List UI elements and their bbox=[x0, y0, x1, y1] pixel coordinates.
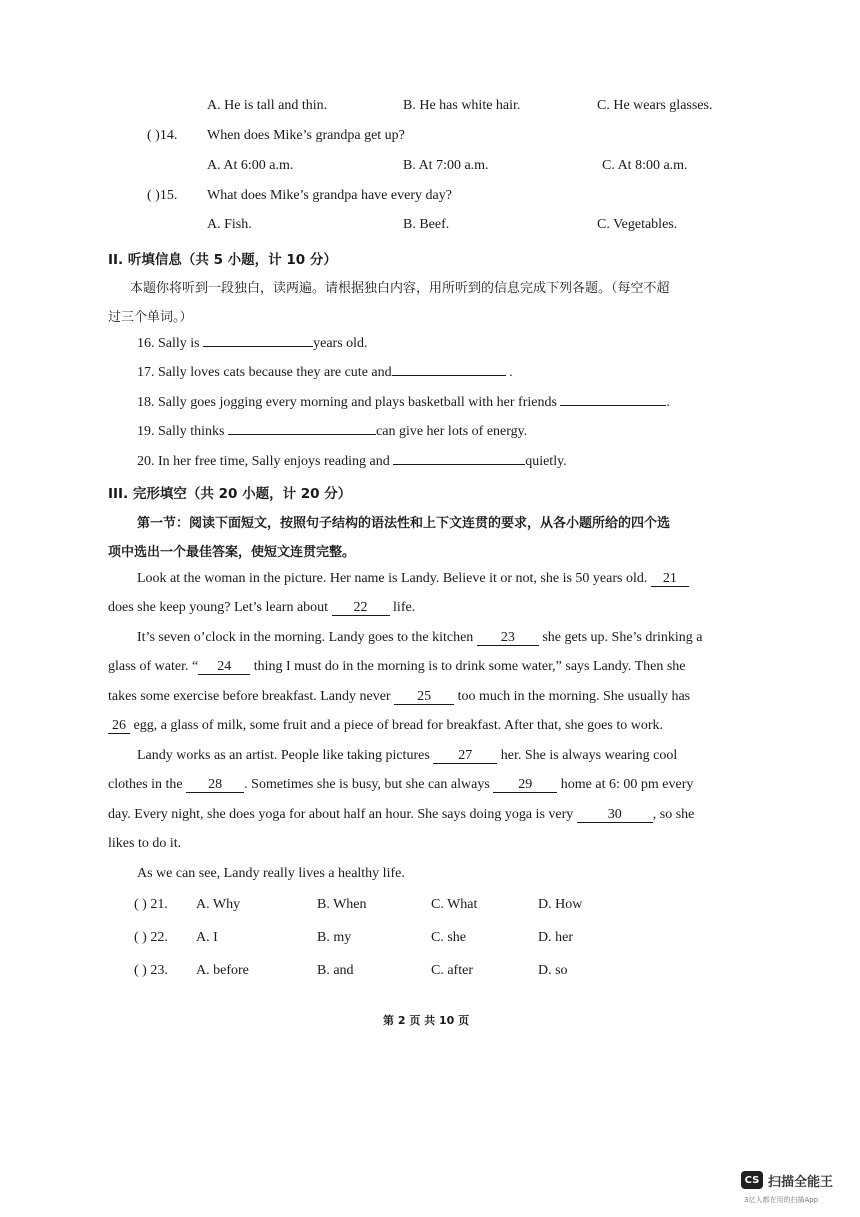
blank-25[interactable]: 25 bbox=[394, 690, 454, 705]
passage-p1-line2 bbox=[108, 600, 415, 616]
choice-22-d[interactable]: D. her bbox=[538, 930, 573, 945]
blank-24[interactable]: 24 bbox=[198, 660, 250, 675]
blank-21[interactable]: 21 bbox=[651, 572, 689, 587]
listening-item-18 bbox=[137, 395, 670, 411]
q14-option-c: C. At 8:00 a.m. bbox=[602, 158, 688, 173]
choice-21-bracket: ( ) 21. bbox=[134, 897, 168, 912]
p3-l2-text: clothes in the bbox=[108, 777, 183, 792]
choice-23-c[interactable]: C. after bbox=[431, 963, 473, 978]
listening-item-20 bbox=[137, 454, 567, 470]
passage-p2-line1 bbox=[137, 630, 703, 646]
listening-item-16 bbox=[137, 336, 368, 352]
camscanner-name: 扫描全能王 bbox=[768, 1175, 834, 1190]
section-2-instruction-line2: 过三个单词。） bbox=[108, 310, 193, 325]
p2-l1-text: It’s seven o’clock in the morning. Landy goes to the kitchen bbox=[137, 630, 474, 645]
item-19-blank[interactable] bbox=[228, 434, 376, 435]
item-17-text-after: . bbox=[509, 365, 513, 380]
item-17-text: 17. Sally loves cats because they are cute and bbox=[137, 365, 392, 380]
p1-l2-text-after: life. bbox=[393, 600, 416, 615]
section-2-title: II. 听填信息（共 5 小题，计 10 分） bbox=[108, 252, 337, 268]
passage-p3-line3 bbox=[108, 807, 694, 823]
choice-21-b[interactable]: B. When bbox=[317, 897, 367, 912]
item-18-text: 18. Sally goes jogging every morning and plays basketball with her friends bbox=[137, 395, 557, 410]
p3-l2-text-after: home at 6: 00 pm every bbox=[560, 777, 694, 792]
q14-bracket: ( )14. bbox=[147, 128, 178, 143]
blank-30[interactable]: 30 bbox=[577, 808, 653, 823]
p2-l4-text: egg, a glass of milk, some fruit and a piece of bread for breakfast. After that, she goes to work. bbox=[133, 718, 663, 733]
p2-l3-text-after: too much in the morning. She usually has bbox=[457, 689, 691, 704]
passage-p3-line1 bbox=[137, 748, 677, 764]
listening-item-17 bbox=[137, 365, 513, 381]
section-3-instruction-line1: 第一节：阅读下面短文，按照句子结构的语法性和上下文连贯的要求，从各小题所给的四个选 bbox=[137, 516, 671, 531]
item-17-blank[interactable] bbox=[392, 375, 506, 376]
choice-23-b[interactable]: B. and bbox=[317, 963, 354, 978]
blank-22[interactable]: 22 bbox=[332, 601, 390, 616]
q15-option-a: A. Fish. bbox=[207, 217, 252, 232]
item-16-text-after: years old. bbox=[313, 336, 368, 351]
item-16-text: 16. Sally is bbox=[137, 336, 200, 351]
p3-l3-text: day. Every night, she does yoga for about half an hour. She says doing yoga is very bbox=[108, 807, 574, 822]
blank-27[interactable]: 27 bbox=[433, 749, 497, 764]
blank-29[interactable]: 29 bbox=[493, 778, 557, 793]
q15-option-b: B. Beef. bbox=[403, 217, 450, 232]
choice-22-c[interactable]: C. she bbox=[431, 930, 466, 945]
item-16-blank[interactable] bbox=[203, 346, 313, 347]
q15-bracket: ( )15. bbox=[147, 188, 178, 203]
camscanner-logo-icon: CS bbox=[741, 1171, 763, 1189]
passage-p2-line2 bbox=[108, 659, 686, 675]
item-18-blank[interactable] bbox=[560, 405, 666, 406]
blank-28[interactable]: 28 bbox=[186, 778, 244, 793]
p2-l2-text: glass of water. “ bbox=[108, 659, 199, 674]
listening-item-19 bbox=[137, 424, 527, 440]
q13-option-a: A. He is tall and thin. bbox=[207, 98, 328, 113]
item-20-blank[interactable] bbox=[393, 464, 525, 465]
q14-option-a: A. At 6:00 a.m. bbox=[207, 158, 294, 173]
choice-22-a[interactable]: A. I bbox=[196, 930, 218, 945]
q14-option-b: B. At 7:00 a.m. bbox=[403, 158, 489, 173]
choice-23-d[interactable]: D. so bbox=[538, 963, 568, 978]
p3-l1-text-after: her. She is always wearing cool bbox=[500, 748, 678, 763]
q15-question: What does Mike’s grandpa have every day? bbox=[207, 188, 452, 203]
item-20-text: 20. In her free time, Sally enjoys reading and bbox=[137, 454, 390, 469]
choice-21-a[interactable]: A. Why bbox=[196, 897, 241, 912]
p1-l1-text: Look at the woman in the picture. Her name is Landy. Believe it or not, she is 50 years old. bbox=[137, 571, 648, 586]
item-19-text-after: can give her lots of energy. bbox=[376, 424, 528, 439]
passage-p4: As we can see, Landy really lives a healthy life. bbox=[137, 866, 405, 881]
p3-l2-text-mid: . Sometimes she is busy, but she can always bbox=[244, 777, 490, 792]
section-3-title: III. 完形填空（共 20 小题，计 20 分） bbox=[108, 486, 352, 502]
choice-21-c[interactable]: C. What bbox=[431, 897, 478, 912]
item-19-text: 19. Sally thinks bbox=[137, 424, 225, 439]
passage-p3-line2 bbox=[108, 777, 693, 793]
page-footer: 第 2 页 共 10 页 bbox=[383, 1014, 470, 1027]
item-18-text-after: . bbox=[666, 395, 670, 410]
p2-l3-text: takes some exercise before breakfast. Landy never bbox=[108, 689, 391, 704]
choice-23-a[interactable]: A. before bbox=[196, 963, 249, 978]
choice-21-d[interactable]: D. How bbox=[538, 897, 583, 912]
passage-p1-line1 bbox=[137, 571, 689, 587]
p2-l2-text-after: thing I must do in the morning is to drink some water,” says Landy. Then she bbox=[253, 659, 686, 674]
camscanner-tagline: 3亿人都在用的扫描App bbox=[744, 1196, 819, 1204]
choice-22-bracket: ( ) 22. bbox=[134, 930, 168, 945]
p3-l3-text-after: , so she bbox=[652, 807, 695, 822]
section-2-instruction-line1: 本题你将听到一段独白，读两遍。请根据独白内容，用所听到的信息完成下列各题。（每空不超 bbox=[130, 281, 670, 296]
item-20-text-after: quietly. bbox=[525, 454, 567, 469]
q13-option-b: B. He has white hair. bbox=[403, 98, 521, 113]
choice-22-b[interactable]: B. my bbox=[317, 930, 352, 945]
section-3-instruction-line2: 项中选出一个最佳答案，使短文连贯完整。 bbox=[108, 545, 356, 560]
q13-option-c: C. He wears glasses. bbox=[597, 98, 713, 113]
q15-option-c: C. Vegetables. bbox=[597, 217, 678, 232]
blank-23[interactable]: 23 bbox=[477, 631, 539, 646]
p2-l1-text-after: she gets up. She’s drinking a bbox=[542, 630, 703, 645]
passage-p2-line4 bbox=[108, 718, 663, 734]
blank-26[interactable]: 26 bbox=[108, 719, 130, 734]
q14-question: When does Mike’s grandpa get up? bbox=[207, 128, 405, 143]
passage-p2-line3 bbox=[108, 689, 690, 705]
choice-23-bracket: ( ) 23. bbox=[134, 963, 168, 978]
passage-p3-line4: likes to do it. bbox=[108, 836, 182, 851]
p1-l2-text: does she keep young? Let’s learn about bbox=[108, 600, 329, 615]
p3-l1-text: Landy works as an artist. People like taking pictures bbox=[137, 748, 430, 763]
